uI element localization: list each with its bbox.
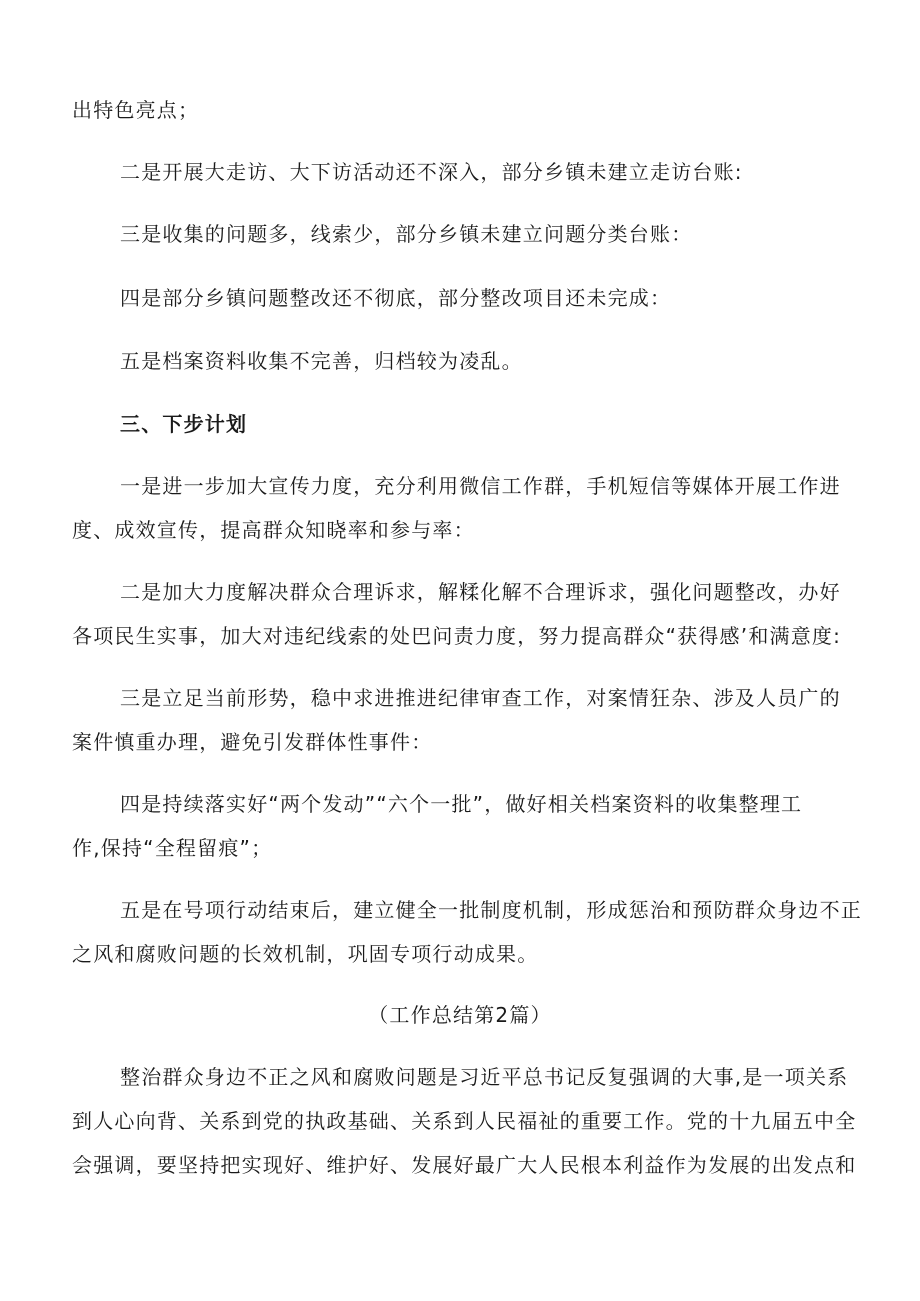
paragraph-line: 三是立足当前形势，稳中求进推进纪律审查工作，对案情狂杂、涉及人员广的 (120, 686, 841, 710)
paragraph-line: 出特色亮点； (72, 98, 200, 122)
paragraph-line: 五是档案资料收集不完善，归档较为凌乱。 (120, 349, 523, 373)
paragraph-line: 之风和腐败问题的长效机制，巩固专项行动成果。 (72, 942, 539, 966)
paragraph-line: 作,保持“全程留痕”； (72, 836, 273, 860)
paragraph-line: 整治群众身边不正之风和腐败问题是习近平总书记反复强调的大事,是一项关系 (120, 1065, 849, 1089)
paragraph-line: 四是部分乡镇问题整改还不彻底，部分整改项目还未完成： (120, 286, 672, 310)
paragraph-line: 二是开展大走访、大下访活动还不深入，部分乡镇未建立走访台账: (120, 160, 743, 184)
paragraph-line: 二是加大力度解决群众合理诉求，解糅化解不合理诉求，强化问题整改，办好 (120, 580, 841, 604)
paragraph-line: 到人心向背、关系到党的执政基础、关系到人民福祉的重要工作。党的十九届五中全 (72, 1109, 857, 1133)
paragraph-line: 各项民生实事，加大对违纪线索的处巴问责力度，努力提高群众“获得感’和满意度: (72, 624, 842, 648)
paragraph-line: 案件慎重办理，避免引发群体性事件： (72, 730, 433, 754)
section-subtitle: （工作总结第2篇） (368, 1003, 552, 1027)
paragraph-line: 度、成效宣传，提高群众知晓率和参与率： (72, 518, 475, 542)
paragraph-line: 三是收集的问题多，线索少，部分乡镇未建立问题分类台账： (120, 222, 693, 246)
section-heading: 三、下步计划 (120, 412, 248, 436)
paragraph-line: 四是持续落实好“两个发动”“六个一批”，做好相关档案资料的收集整理工 (120, 792, 803, 816)
paragraph-line: 会强调，要坚持把实现好、维护好、发展好最广大人民根本利益作为发展的出发点和 (72, 1153, 857, 1177)
paragraph-line: 五是在号项行动结束后，建立健全一批制度机制，形成惩治和预防群众身边不正 (120, 898, 862, 922)
paragraph-line: 一是进一步加大宣传力度，充分利用微信工作群，手机短信等媒体开展工作进 (120, 474, 841, 498)
